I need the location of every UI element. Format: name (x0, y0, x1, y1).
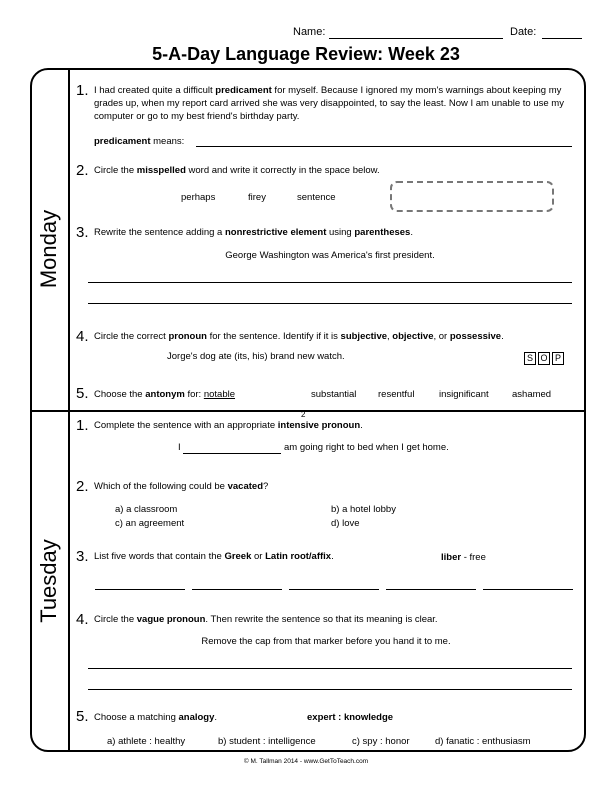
q4-sep-1: , (387, 331, 393, 342)
t4-answer-line-2[interactable] (88, 689, 572, 690)
q4-post: . (501, 331, 504, 342)
t5-choice-c[interactable]: c) spy : honor (352, 736, 410, 747)
t2-keyword: vacated (227, 481, 263, 492)
tuesday-q1-number: 1. (76, 417, 89, 434)
monday-q1-answer-line[interactable] (196, 146, 572, 147)
t4-keyword: vague pronoun (136, 614, 206, 625)
sop-s-box[interactable]: S (524, 352, 536, 365)
t3-answer-line-2[interactable] (192, 589, 282, 590)
t1-post: . (360, 420, 363, 431)
q2-answer-box[interactable] (390, 181, 554, 212)
sop-boxes (522, 348, 564, 366)
q5-keyword: antonym (145, 389, 185, 400)
q3-mid: using (326, 227, 355, 238)
q4-option-subjective: subjective (340, 331, 388, 342)
monday-q2-number: 2. (76, 162, 89, 179)
date-field[interactable] (542, 38, 582, 39)
t5-choice-a[interactable]: a) athlete : healthy (107, 736, 186, 747)
t3-root (441, 552, 486, 563)
monday-q4-prompt (94, 330, 504, 343)
tuesday-q5-number: 5. (76, 708, 89, 725)
page-title: 5-A-Day Language Review: Week 23 (152, 44, 460, 64)
t5-keyword: analogy (178, 712, 215, 723)
t3-answer-line-1[interactable] (95, 589, 185, 590)
q4-option-possessive: possessive (449, 331, 502, 342)
q3-answer-line-1[interactable] (88, 282, 572, 283)
sop-o-box[interactable]: O (538, 352, 550, 365)
q1-pre: I had created quite a difficult (94, 85, 216, 96)
day-column (30, 68, 70, 750)
monday-label: Monday (36, 209, 61, 289)
t3-answer-line-5[interactable] (483, 589, 573, 590)
means-text: means: (150, 136, 185, 147)
tuesday-q3-number: 3. (76, 548, 89, 565)
t3-mid: or (251, 551, 266, 562)
tuesday-q2-prompt (94, 480, 268, 493)
q3-sentence: George Washington was America's first president. (225, 250, 435, 261)
q2-keyword: misspelled (136, 165, 186, 176)
q4-mid: for the sentence. Identify if it is (206, 331, 341, 342)
t3-root-meaning: - free (461, 552, 486, 563)
monday-q4-number: 4. (76, 328, 89, 345)
q2-word-3[interactable]: sentence (297, 192, 336, 203)
t5-pre: Choose a matching (94, 712, 179, 723)
t1-pre: Complete the sentence with an appropriate (94, 420, 278, 431)
monday-q5-prompt (94, 388, 235, 401)
q5-choice-1[interactable]: substantial (311, 389, 357, 400)
monday-q3-number: 3. (76, 224, 89, 241)
q4-sentence[interactable]: Jorge's dog ate (its, his) brand new watch. (167, 351, 345, 362)
day-divider (30, 410, 584, 412)
t2-choice-d[interactable]: d) love (331, 518, 360, 529)
t2-choice-c[interactable]: c) an agreement (115, 518, 185, 529)
q2-word-2[interactable]: firey (248, 192, 266, 203)
footer-copyright: © M. Tallman 2014 - www.GetToTeach.com (243, 758, 369, 765)
name-field[interactable] (329, 38, 503, 39)
t1-blank[interactable] (183, 453, 281, 454)
q4-option-objective: objective (392, 331, 434, 342)
q3-keyword-1: nonrestrictive element (224, 227, 327, 238)
t4-answer-line-1[interactable] (88, 668, 572, 669)
q5-choice-4[interactable]: ashamed (512, 389, 552, 400)
q4-keyword: pronoun (168, 331, 207, 342)
q5-pre: Choose the (94, 389, 146, 400)
t3-pre: List five words that contain the (94, 551, 225, 562)
date-label: Date: (510, 26, 537, 38)
t3-answer-line-4[interactable] (386, 589, 476, 590)
t3-answer-line-3[interactable] (289, 589, 379, 590)
t3-post: . (331, 551, 334, 562)
means-word: predicament (94, 136, 151, 147)
t4-pre: Circle the (94, 614, 137, 625)
monday-q1-means (94, 135, 184, 148)
t4-post: . Then rewrite the sentence so that its meaning is clear. (205, 614, 438, 625)
q1-vocab-word: predicament (215, 85, 272, 96)
tuesday-q1-prompt (94, 419, 363, 432)
t1-sentence-end: am going right to bed when I get home. (284, 442, 449, 453)
monday-q1-number: 1. (76, 82, 89, 99)
t5-choice-d[interactable]: d) fanatic : enthusiasm (435, 736, 531, 747)
tuesday-q2-number: 2. (76, 478, 89, 495)
q1-post: for myself. Because I ignored my mom's warnings about keeping my grades up, when my report card arrived she was very disappointed, to say the least. Now I am unable to use my computer or go to my best friend's birthday party. (94, 85, 564, 122)
tuesday-q4-number: 4. (76, 611, 89, 628)
monday-q1-prompt (94, 84, 564, 123)
name-label: Name: (293, 26, 326, 38)
t5-post: . (214, 712, 218, 723)
monday-q2-prompt (94, 164, 380, 177)
q3-keyword-2: parentheses (354, 227, 411, 238)
stray-mark: 2 (301, 410, 306, 419)
tuesday-q3-prompt (94, 550, 334, 563)
q3-post: . (410, 227, 413, 238)
t3-keyword-greek: Greek (224, 551, 252, 562)
monday-q5-number: 5. (76, 385, 89, 402)
t5-choice-b[interactable]: b) student : intelligence (218, 736, 316, 747)
t3-keyword-latin: Latin root/affix (265, 551, 332, 562)
q5-choice-2[interactable]: resentful (378, 389, 415, 400)
q2-pre: Circle the (94, 165, 137, 176)
t2-choice-b[interactable]: b) a hotel lobby (331, 504, 396, 515)
q2-word-1[interactable]: perhaps (181, 192, 216, 203)
q5-target-word: notable (203, 389, 236, 400)
t5-analogy-pair: expert : knowledge (307, 712, 394, 723)
t2-choice-a[interactable]: a) a classroom (115, 504, 178, 515)
q5-choice-3[interactable]: insignificant (439, 389, 489, 400)
q2-post: word and write it correctly in the space below. (185, 165, 380, 176)
tuesday-q5-prompt (94, 711, 217, 724)
t3-root-word: liber (441, 552, 462, 563)
tuesday-label: Tuesday (36, 539, 61, 623)
q5-mid: for: (184, 389, 204, 400)
monday-q3-prompt (94, 226, 413, 239)
sop-p-box[interactable]: P (552, 352, 564, 365)
tuesday-q4-prompt (94, 613, 438, 626)
t1-sentence-start: I (178, 442, 181, 453)
q4-sep-2: , or (433, 331, 450, 342)
t2-pre: Which of the following could be (94, 481, 228, 492)
q3-answer-line-2[interactable] (88, 303, 572, 304)
q4-pre: Circle the correct (94, 331, 169, 342)
t4-sentence[interactable]: Remove the cap from that marker before you hand it to me. (201, 636, 451, 647)
q3-pre: Rewrite the sentence adding a (94, 227, 225, 238)
t2-post: ? (263, 481, 269, 492)
t1-keyword: intensive pronoun (277, 420, 361, 431)
